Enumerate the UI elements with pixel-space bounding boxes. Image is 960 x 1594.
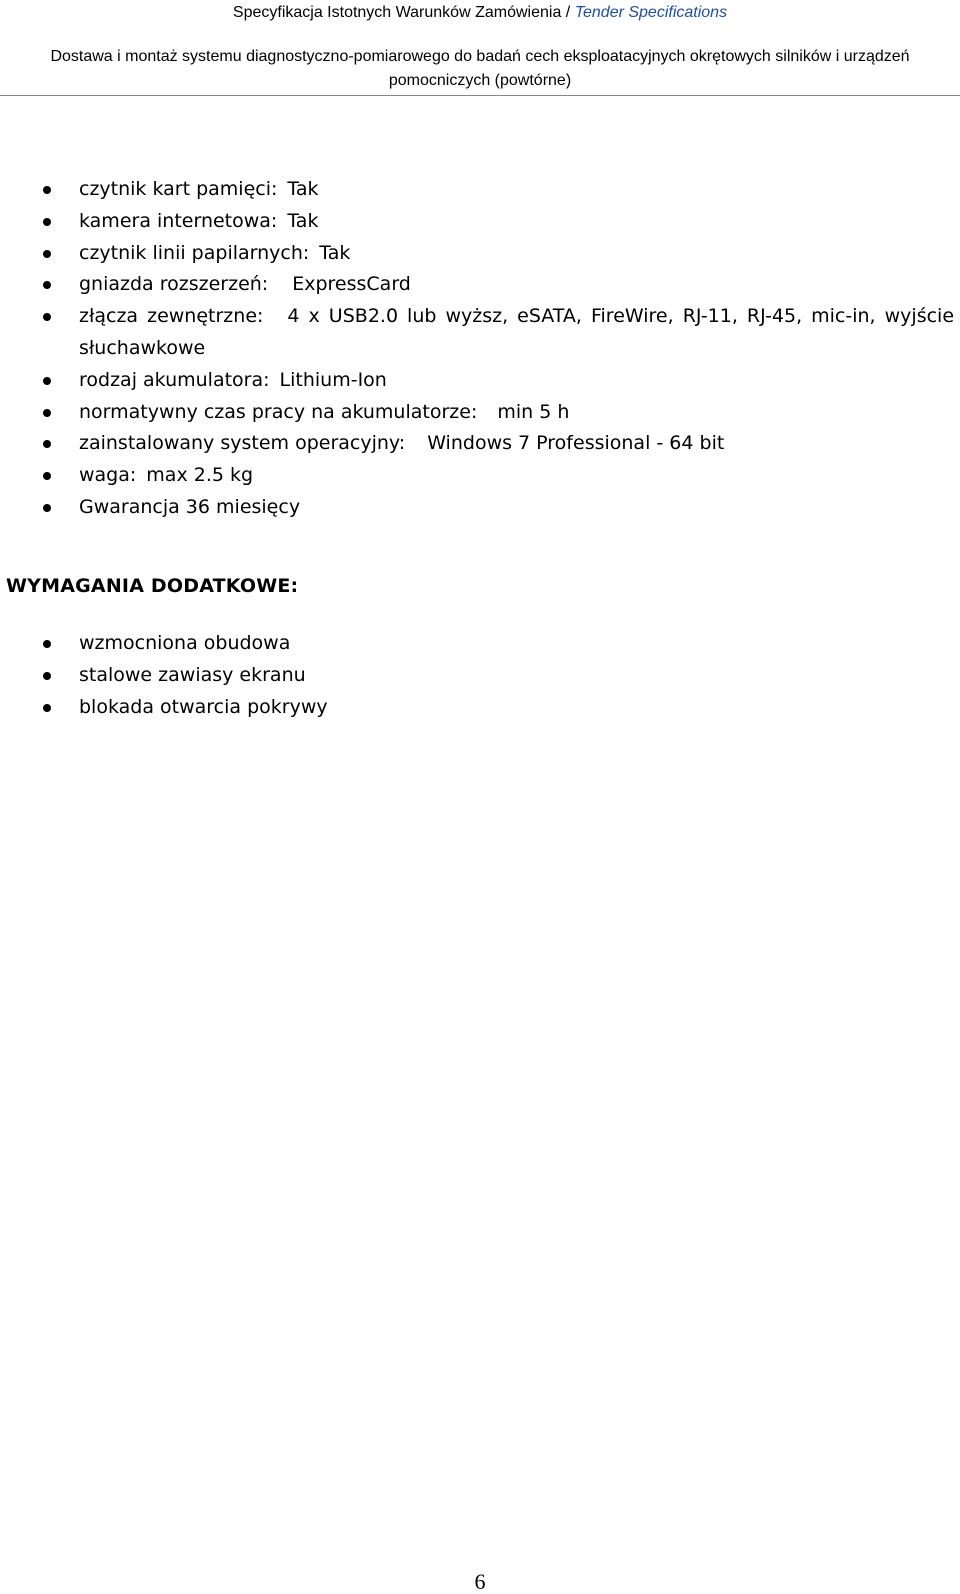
bullet-icon bbox=[43, 409, 51, 417]
list-item bbox=[0, 460, 960, 492]
spec-label: czytnik linii papilarnych: bbox=[79, 241, 310, 264]
list-item bbox=[0, 692, 960, 724]
bullet-icon bbox=[43, 218, 51, 226]
list-item bbox=[0, 397, 960, 429]
spec-value: Tak bbox=[287, 178, 319, 200]
header-title bbox=[0, 3, 960, 23]
spec-value: ExpressCard bbox=[292, 273, 411, 296]
list-item bbox=[0, 660, 960, 692]
bullet-icon bbox=[43, 704, 51, 712]
spec-label: złącza zewnętrzne: bbox=[79, 305, 264, 328]
spec-label: czytnik kart pamięci: bbox=[79, 178, 278, 200]
list-item bbox=[0, 238, 960, 270]
list-item bbox=[0, 365, 960, 397]
bullet-icon bbox=[43, 504, 51, 512]
additional-item: wzmocniona obudowa bbox=[79, 632, 291, 654]
list-item bbox=[0, 174, 960, 206]
spec-value: Tak bbox=[319, 241, 351, 264]
additional-item: blokada otwarcia pokrywy bbox=[79, 695, 328, 718]
header-title-pl: Specyfikacja Istotnych Warunków Zamówienia / bbox=[232, 4, 571, 21]
additional-list bbox=[0, 628, 960, 723]
bullet-icon bbox=[43, 472, 51, 480]
bullet-icon bbox=[43, 640, 51, 648]
bullet-icon bbox=[43, 281, 51, 289]
spec-value: max 2.5 kg bbox=[146, 464, 254, 487]
bullet-icon bbox=[43, 186, 51, 194]
spec-value: 4 x USB2.0 lub wyższ, eSATA, FireWire, RJ-11, RJ-45, mic-in, wyjście słuchawkowe bbox=[79, 305, 955, 359]
spec-list bbox=[0, 174, 960, 524]
list-item bbox=[0, 492, 960, 524]
spec-label: waga: bbox=[79, 464, 137, 487]
list-item bbox=[0, 628, 960, 660]
list-item bbox=[0, 301, 960, 365]
bullet-icon bbox=[43, 440, 51, 448]
spec-value: Windows 7 Professional - 64 bit bbox=[427, 432, 725, 455]
header-subtitle: Dostawa i montaż systemu diagnostyczno-pomiarowego do badań cech eksploatacyjnych okrętowych silników i urządzeń pomocniczych (powtórne) bbox=[50, 48, 910, 89]
list-item bbox=[0, 206, 960, 238]
list-item bbox=[0, 269, 960, 301]
spec-label: normatywny czas pracy na akumulatorze: bbox=[79, 400, 478, 423]
spec-label: rodzaj akumulatora: bbox=[79, 368, 270, 391]
header-title-en: Tender Specifications bbox=[574, 4, 728, 21]
bullet-icon bbox=[43, 672, 51, 680]
spec-label: Gwarancja 36 miesięcy bbox=[79, 495, 301, 518]
list-item bbox=[0, 428, 960, 460]
page-number: 6 bbox=[474, 1569, 486, 1594]
page-header bbox=[0, 0, 960, 96]
bullet-icon bbox=[43, 250, 51, 258]
section-title: WYMAGANIA DODATKOWE: bbox=[6, 575, 299, 597]
spec-value: min 5 h bbox=[497, 400, 570, 423]
spec-label: kamera internetowa: bbox=[79, 209, 278, 232]
spec-label: zainstalowany system operacyjny: bbox=[79, 432, 406, 455]
spec-value: Tak bbox=[287, 209, 319, 232]
spec-label: gniazda rozszerzeń: bbox=[79, 273, 269, 296]
bullet-icon bbox=[43, 313, 51, 321]
spec-value: Lithium-Ion bbox=[279, 368, 387, 391]
additional-item: stalowe zawiasy ekranu bbox=[79, 663, 306, 686]
bullet-icon bbox=[43, 377, 51, 385]
